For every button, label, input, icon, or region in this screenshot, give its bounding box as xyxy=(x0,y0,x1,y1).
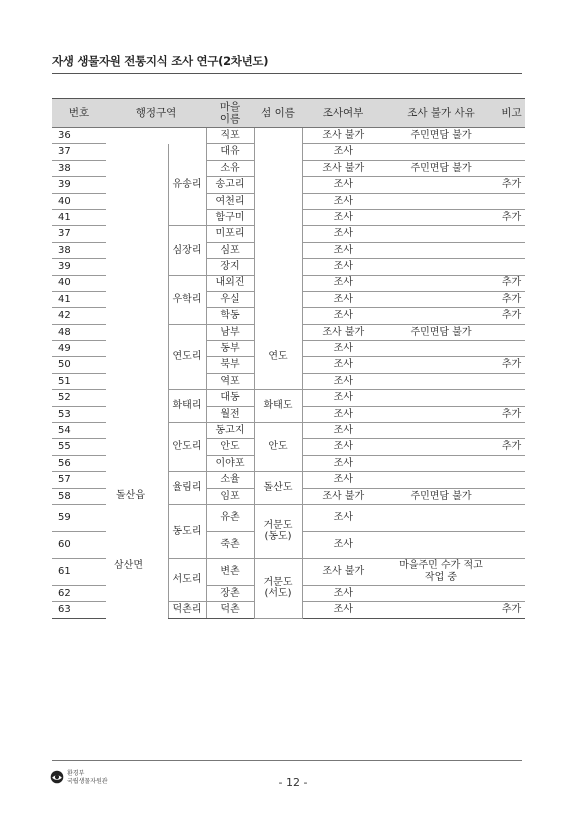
note xyxy=(498,488,525,504)
unavailable-reason xyxy=(384,144,498,160)
survey-status: 조사 xyxy=(302,193,384,209)
unavailable-reason xyxy=(384,373,498,389)
unavailable-reason: 주민면담 불가 xyxy=(384,128,498,144)
note xyxy=(498,193,525,209)
survey-status: 조사 xyxy=(302,472,384,488)
row-number: 49 xyxy=(52,341,106,357)
survey-status: 조사 xyxy=(302,531,384,558)
survey-status: 조사 xyxy=(302,341,384,357)
unavailable-reason xyxy=(384,177,498,193)
unavailable-reason xyxy=(384,406,498,422)
ri-name: 연도리 xyxy=(168,324,206,390)
unavailable-reason xyxy=(384,439,498,455)
page-header-title: 자생 생물자원 전통지식 조사 연구(2차년도) xyxy=(52,54,269,68)
ri-name: 덕촌리 xyxy=(168,602,206,618)
row-number: 52 xyxy=(52,390,106,406)
row-number: 38 xyxy=(52,160,106,176)
note: 추가 xyxy=(498,406,525,422)
village-name: 대동 xyxy=(206,390,254,406)
unavailable-reason: 주민면담 불가 xyxy=(384,324,498,340)
row-number: 37 xyxy=(52,226,106,242)
note xyxy=(498,128,525,144)
village-name: 덕촌 xyxy=(206,602,254,618)
note xyxy=(498,259,525,275)
row-number: 37 xyxy=(52,144,106,160)
village-name: 내외진 xyxy=(206,275,254,291)
note xyxy=(498,504,525,531)
survey-status: 조사 xyxy=(302,602,384,618)
survey-status: 조사 xyxy=(302,177,384,193)
unavailable-reason xyxy=(384,193,498,209)
village-name: 소율 xyxy=(206,472,254,488)
survey-status: 조사 불가 xyxy=(302,324,384,340)
dolsan-eup-label: 돌산읍 xyxy=(116,490,145,501)
row-number: 60 xyxy=(52,531,106,558)
unavailable-reason xyxy=(384,308,498,324)
village-name: 심포 xyxy=(206,242,254,258)
row-number: 39 xyxy=(52,177,106,193)
village-name: 송고리 xyxy=(206,177,254,193)
note: 추가 xyxy=(498,177,525,193)
note xyxy=(498,144,525,160)
survey-status: 조사 xyxy=(302,585,384,601)
row-number: 38 xyxy=(52,242,106,258)
unavailable-reason xyxy=(384,209,498,225)
unavailable-reason xyxy=(384,275,498,291)
survey-status: 조사 xyxy=(302,455,384,471)
village-name: 이야포 xyxy=(206,455,254,471)
row-number: 40 xyxy=(52,275,106,291)
survey-status: 조사 xyxy=(302,226,384,242)
row-number: 57 xyxy=(52,472,106,488)
row-number: 42 xyxy=(52,308,106,324)
col-admin-district: 행정구역 xyxy=(106,99,206,128)
ri-name: 우학리 xyxy=(168,275,206,324)
unavailable-reason: 주민면담 불가 xyxy=(384,488,498,504)
row-number: 41 xyxy=(52,209,106,225)
col-number: 번호 xyxy=(52,99,106,128)
village-name: 학동 xyxy=(206,308,254,324)
survey-status: 조사 xyxy=(302,439,384,455)
island-name: 연도 xyxy=(254,324,302,390)
survey-status: 조사 xyxy=(302,144,384,160)
note xyxy=(498,423,525,439)
survey-status: 조사 불가 xyxy=(302,558,384,585)
unavailable-reason xyxy=(384,602,498,618)
unavailable-reason xyxy=(384,531,498,558)
ri-name: 화태리 xyxy=(168,390,206,423)
note xyxy=(498,242,525,258)
village-name: 동고지 xyxy=(206,423,254,439)
note: 추가 xyxy=(498,291,525,307)
unavailable-reason xyxy=(384,585,498,601)
survey-status: 조사 xyxy=(302,423,384,439)
unavailable-reason xyxy=(384,423,498,439)
ri-name: 서도리 xyxy=(168,558,206,601)
island-name: 돌산도 xyxy=(254,472,302,505)
note xyxy=(498,531,525,558)
survey-status: 조사 xyxy=(302,242,384,258)
row-number: 53 xyxy=(52,406,106,422)
table-header-row xyxy=(52,99,525,128)
col-island-name: 섬 이름 xyxy=(254,99,302,128)
row-number: 50 xyxy=(52,357,106,373)
unavailable-reason xyxy=(384,259,498,275)
note: 추가 xyxy=(498,439,525,455)
note xyxy=(498,226,525,242)
village-name: 우실 xyxy=(206,291,254,307)
row-number: 39 xyxy=(52,259,106,275)
row-number: 59 xyxy=(52,504,106,531)
agency-line-1: 환경부 xyxy=(67,770,85,777)
row-number: 48 xyxy=(52,324,106,340)
note xyxy=(498,324,525,340)
village-name: 장지 xyxy=(206,259,254,275)
row-number: 40 xyxy=(52,193,106,209)
col-village-name: 마을 이름 xyxy=(206,99,254,128)
row-number: 62 xyxy=(52,585,106,601)
col-unavailable-reason: 조사 불가 사유 xyxy=(384,99,498,128)
row-number: 63 xyxy=(52,602,106,618)
survey-status: 조사 xyxy=(302,406,384,422)
note xyxy=(498,585,525,601)
village-name: 안도 xyxy=(206,439,254,455)
note: 추가 xyxy=(498,602,525,618)
page-number: - 12 - xyxy=(278,776,308,789)
row-number: 56 xyxy=(52,455,106,471)
table-row xyxy=(52,128,525,144)
note xyxy=(498,472,525,488)
village-name: 북부 xyxy=(206,357,254,373)
row-number: 41 xyxy=(52,291,106,307)
note xyxy=(498,558,525,585)
note xyxy=(498,390,525,406)
island-name: 거문도 (동도) xyxy=(254,504,302,558)
row-number: 61 xyxy=(52,558,106,585)
row-number: 36 xyxy=(52,128,106,144)
footer-rule xyxy=(52,760,522,761)
samsan-myeon-label: 삼산면 xyxy=(114,560,143,571)
survey-status: 조사 xyxy=(302,291,384,307)
unavailable-reason xyxy=(384,242,498,258)
island-name: 화태도 xyxy=(254,390,302,423)
note: 추가 xyxy=(498,308,525,324)
village-name: 장촌 xyxy=(206,585,254,601)
village-name: 직포 xyxy=(206,128,254,144)
unavailable-reason xyxy=(384,291,498,307)
survey-status: 조사 xyxy=(302,308,384,324)
unavailable-reason xyxy=(384,390,498,406)
survey-status: 조사 불가 xyxy=(302,160,384,176)
row-number: 55 xyxy=(52,439,106,455)
col-note: 비고 xyxy=(498,99,525,128)
note xyxy=(498,341,525,357)
note xyxy=(498,160,525,176)
unavailable-reason xyxy=(384,504,498,531)
note: 추가 xyxy=(498,209,525,225)
village-survey-table xyxy=(52,98,525,619)
unavailable-reason xyxy=(384,472,498,488)
row-number: 54 xyxy=(52,423,106,439)
village-name: 죽촌 xyxy=(206,531,254,558)
unavailable-reason: 마을주민 수가 적고 작업 중 xyxy=(384,558,498,585)
island-name: 안도 xyxy=(254,423,302,472)
col-survey-status: 조사여부 xyxy=(302,99,384,128)
village-name: 월전 xyxy=(206,406,254,422)
survey-status: 조사 xyxy=(302,390,384,406)
unavailable-reason: 주민면담 불가 xyxy=(384,160,498,176)
village-name: 대유 xyxy=(206,144,254,160)
survey-status: 조사 xyxy=(302,373,384,389)
village-name: 임포 xyxy=(206,488,254,504)
note: 추가 xyxy=(498,357,525,373)
ri-name: 율림리 xyxy=(168,472,206,505)
village-name: 미포리 xyxy=(206,226,254,242)
village-name: 역포 xyxy=(206,373,254,389)
village-name: 유촌 xyxy=(206,504,254,531)
village-name: 남부 xyxy=(206,324,254,340)
village-name: 소유 xyxy=(206,160,254,176)
note: 추가 xyxy=(498,275,525,291)
village-name: 변촌 xyxy=(206,558,254,585)
survey-status: 조사 xyxy=(302,504,384,531)
ri-name: 유송리 xyxy=(168,144,206,226)
survey-status: 조사 xyxy=(302,357,384,373)
row-number: 51 xyxy=(52,373,106,389)
island-cell xyxy=(254,128,302,325)
unavailable-reason xyxy=(384,357,498,373)
unavailable-reason xyxy=(384,341,498,357)
note xyxy=(498,373,525,389)
survey-status: 조사 xyxy=(302,275,384,291)
village-name: 동부 xyxy=(206,341,254,357)
ri-name: 심장리 xyxy=(168,226,206,275)
survey-status: 조사 불가 xyxy=(302,488,384,504)
village-name: 함구미 xyxy=(206,209,254,225)
agency-line-2: 국립생물자원관 xyxy=(67,778,108,785)
survey-status: 조사 xyxy=(302,209,384,225)
village-name: 여천리 xyxy=(206,193,254,209)
row-number: 58 xyxy=(52,488,106,504)
unavailable-reason xyxy=(384,226,498,242)
survey-status: 조사 xyxy=(302,259,384,275)
unavailable-reason xyxy=(384,455,498,471)
header-rule xyxy=(52,73,522,74)
ri-name: 안도리 xyxy=(168,423,206,472)
ri-name: 동도리 xyxy=(168,504,206,558)
survey-status: 조사 불가 xyxy=(302,128,384,144)
note xyxy=(498,455,525,471)
island-name: 거문도 (서도) xyxy=(254,558,302,618)
